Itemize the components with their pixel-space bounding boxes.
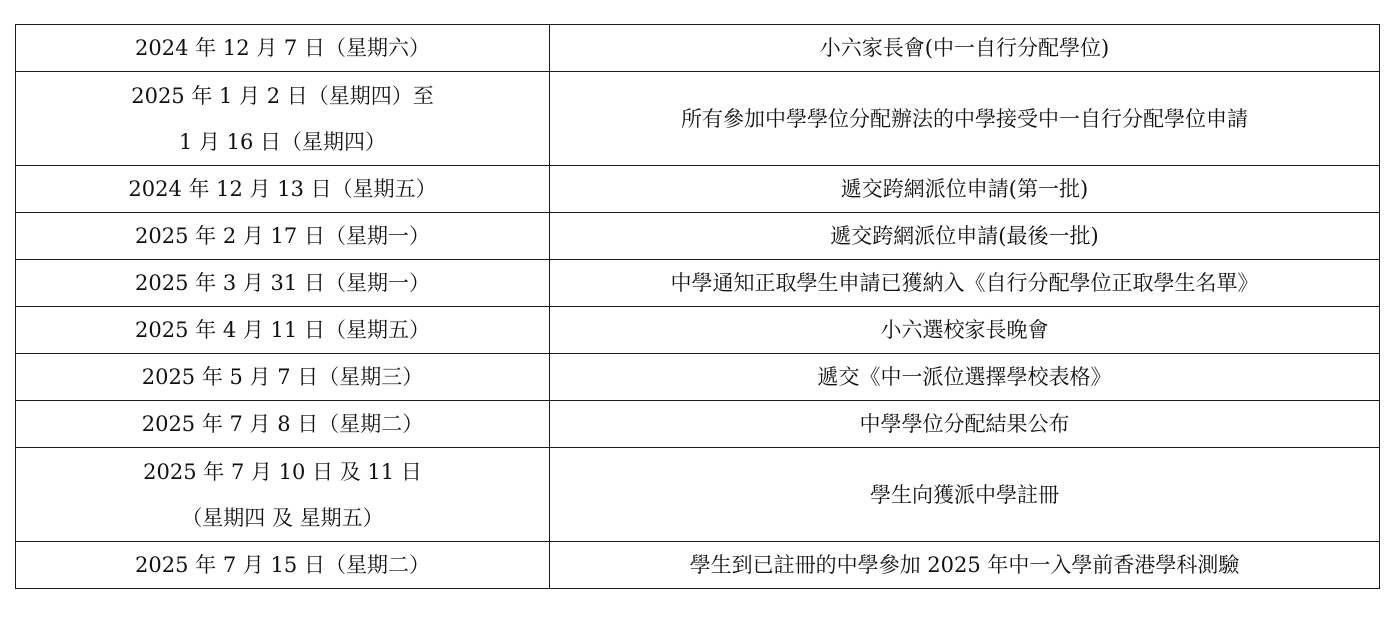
table-row (16, 354, 1380, 401)
event-cell: 遞交《中一派位選擇學校表格》 (550, 354, 1380, 401)
table-row (16, 25, 1380, 72)
event-cell: 所有參加中學學位分配辦法的中學接受中一自行分配學位申請 (550, 72, 1380, 166)
date-cell: 2025 年 7 月 8 日（星期二） (16, 401, 550, 448)
date-cell: 2025 年 2 月 17 日（星期一） (16, 213, 550, 260)
event-cell: 遞交跨網派位申請(第一批) (550, 166, 1380, 213)
date-cell: 2025 年 5 月 7 日（星期三） (16, 354, 550, 401)
event-cell: 學生向獲派中學註冊 (550, 448, 1380, 542)
table-row (16, 401, 1380, 448)
date-cell: 2024 年 12 月 13 日（星期五） (16, 166, 550, 213)
table-row (16, 166, 1380, 213)
event-cell: 中學通知正取學生申請已獲納入《自行分配學位正取學生名單》 (550, 260, 1380, 307)
date-cell: 2025 年 7 月 15 日（星期二） (16, 542, 550, 589)
table-row (16, 72, 1380, 166)
table-row (16, 307, 1380, 354)
table-row (16, 448, 1380, 542)
event-cell: 小六家長會(中一自行分配學位) (550, 25, 1380, 72)
date-cell: 2025 年 1 月 2 日（星期四）至 1 月 16 日（星期四） (16, 72, 550, 166)
date-cell: 2024 年 12 月 7 日（星期六） (16, 25, 550, 72)
event-cell: 學生到已註冊的中學參加 2025 年中一入學前香港學科測驗 (550, 542, 1380, 589)
event-cell: 小六選校家長晚會 (550, 307, 1380, 354)
table-row (16, 260, 1380, 307)
date-cell: 2025 年 7 月 10 日 及 11 日 （星期四 及 星期五） (16, 448, 550, 542)
table-row (16, 213, 1380, 260)
table-row (16, 542, 1380, 589)
date-cell: 2025 年 3 月 31 日（星期一） (16, 260, 550, 307)
date-cell: 2025 年 4 月 11 日（星期五） (16, 307, 550, 354)
schedule-table (15, 24, 1380, 589)
event-cell: 遞交跨網派位申請(最後一批) (550, 213, 1380, 260)
event-cell: 中學學位分配結果公布 (550, 401, 1380, 448)
